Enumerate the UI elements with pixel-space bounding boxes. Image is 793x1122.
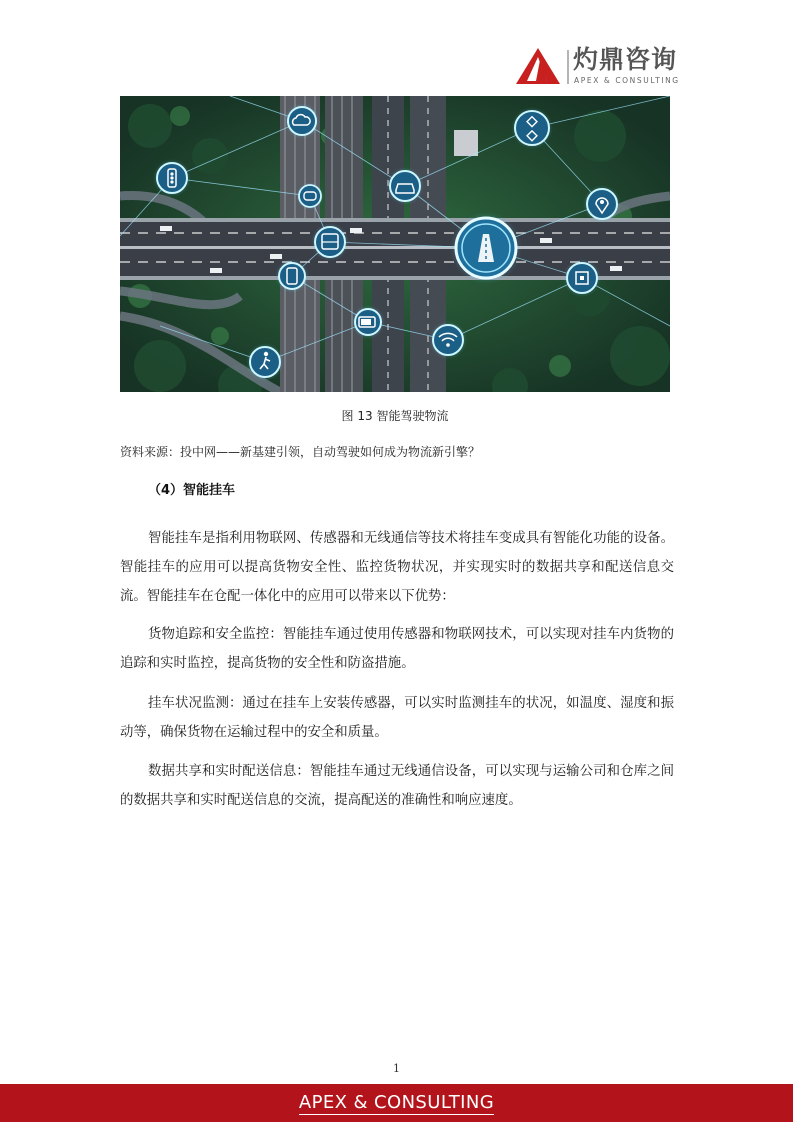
apex-triangle-icon [516,48,560,84]
footer-brand-text [0,1092,793,1113]
road-icon [450,212,522,284]
logo-chinese-name: 灼鼎咨询 [573,45,678,74]
company-logo [516,45,680,88]
wifi-icon [429,321,467,359]
car-icon [386,167,424,205]
footer-brand-label: APEX & CONSULTING [298,1092,495,1113]
satellite-icon [511,107,553,149]
pedestrian-icon [246,343,284,381]
page-number: 1 [393,1062,400,1075]
section-heading: （4）智能挂车 [148,483,236,498]
paragraph-intro: 智能挂车是指利用物联网、传感器和无线通信等技术将挂车变成具有智能化功能的设备。智能挂车的应用可以提高货物安全性、监控货物状况，并实现实时的数据共享和配送信息交流。智能挂车在仓配一体化中的应用可以带来以下优势： [120,531,674,605]
cloud-icon [284,103,320,139]
paragraph-data-sharing: 数据共享和实时配送信息：智能挂车通过无线通信设备，可以实现与运输公司和仓库之间的数据共享和实时配送信息的交流，提高配送的准确性和响应速度。 [120,764,674,809]
phone-icon [275,259,309,293]
paragraph-cargo-tracking: 货物追踪和安全监控：智能挂车通过使用传感器和物联网技术，可以实现对挂车内货物的追踪和实时监控，提高货物的安全性和防盗措施。 [120,627,674,672]
figure-caption: 图 13 智能驾驶物流 [341,409,449,423]
bus-icon [311,223,349,261]
chat-icon [296,182,324,210]
source-note: 资料来源：投中网——新基建引领，自动驾驶如何成为物流新引擎？ [120,445,481,459]
logo-divider [567,50,569,84]
chip-icon [563,259,601,297]
location-pin-icon [583,185,621,223]
logo-english-name: APEX & CONSULTING [574,76,680,85]
smart-logistics-figure [120,96,670,392]
paragraph-trailer-monitoring: 挂车状况监测：通过在挂车上安装传感器，可以实时监测挂车的状况，如温度、湿度和振动等，确保货物在运输过程中的安全和质量。 [120,696,674,741]
battery-icon [351,305,385,339]
traffic-light-icon [153,159,191,197]
footer-bar [0,1084,793,1122]
